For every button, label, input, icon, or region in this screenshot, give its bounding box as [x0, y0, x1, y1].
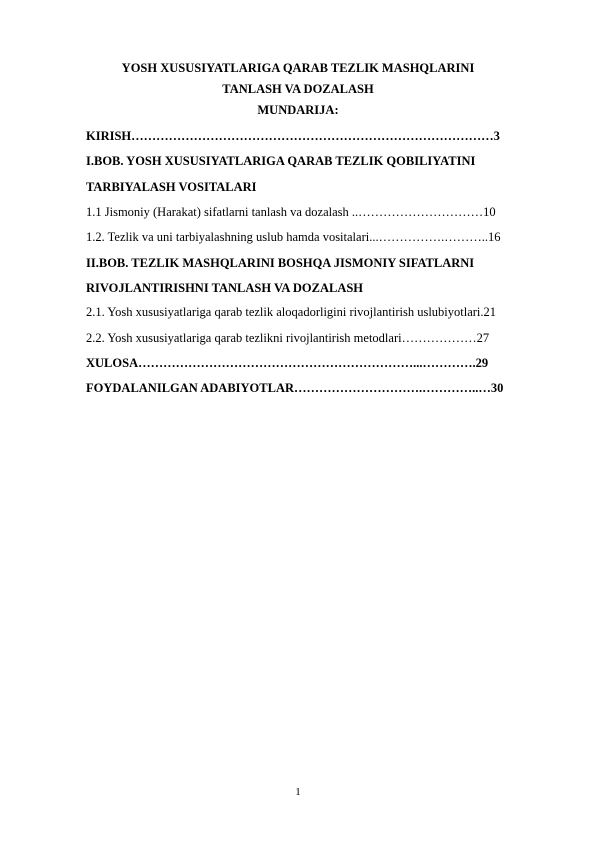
toc-entry-adabiyotlar: FOYDALANILGAN ADABIYOTLAR………………………….…………..…30 [86, 381, 504, 395]
toc-section-1-1: 1.1 Jismoniy (Harakat) sifatlarni tanlash va dozalash ..…………………………10 [86, 205, 496, 219]
toc-section-1-2: 1.2. Tezlik va uni tarbiyalashning uslub hamda vositalari...…………….………..16 [86, 230, 501, 244]
toc-entry-xulosa: XULOSA…………………………………………………………...………….29 [86, 356, 489, 370]
toc-chapter-2-title: II.BOB. TEZLIK MASHQLARINI BOSHQA JISMONIY SIFATLARNI [86, 256, 475, 270]
document-title-line-1: YOSH XUSUSIYATLARIGA QARAB TEZLIK MASHQLARINI [121, 61, 475, 75]
page-number: 1 [295, 786, 301, 798]
toc-section-2-2: 2.2. Yosh xususiyatlariga qarab tezlikni rivojlantirish metodlari………………27 [86, 331, 490, 345]
toc-section-2-1: 2.1. Yosh xususiyatlariga qarab tezlik aloqadorligini rivojlantirish uslubiyotlari.21 [86, 305, 497, 319]
toc-chapter-2-title-cont: RIVOJLANTIRISHNI TANLASH VA DOZALASH [86, 281, 364, 295]
toc-entry-kirish: KIRISH……………………………………………………………………………3 [86, 129, 500, 143]
document-title-line-2: TANLASH VA DOZALASH [222, 82, 374, 96]
toc-chapter-1-title-cont: TARBIYALASH VOSITALARI [86, 180, 257, 194]
contents-heading: MUNDARIJA: [257, 103, 339, 117]
toc-chapter-1-title: I.BOB. YOSH XUSUSIYATLARIGA QARAB TEZLIK QOBILIYATINI [86, 154, 476, 168]
